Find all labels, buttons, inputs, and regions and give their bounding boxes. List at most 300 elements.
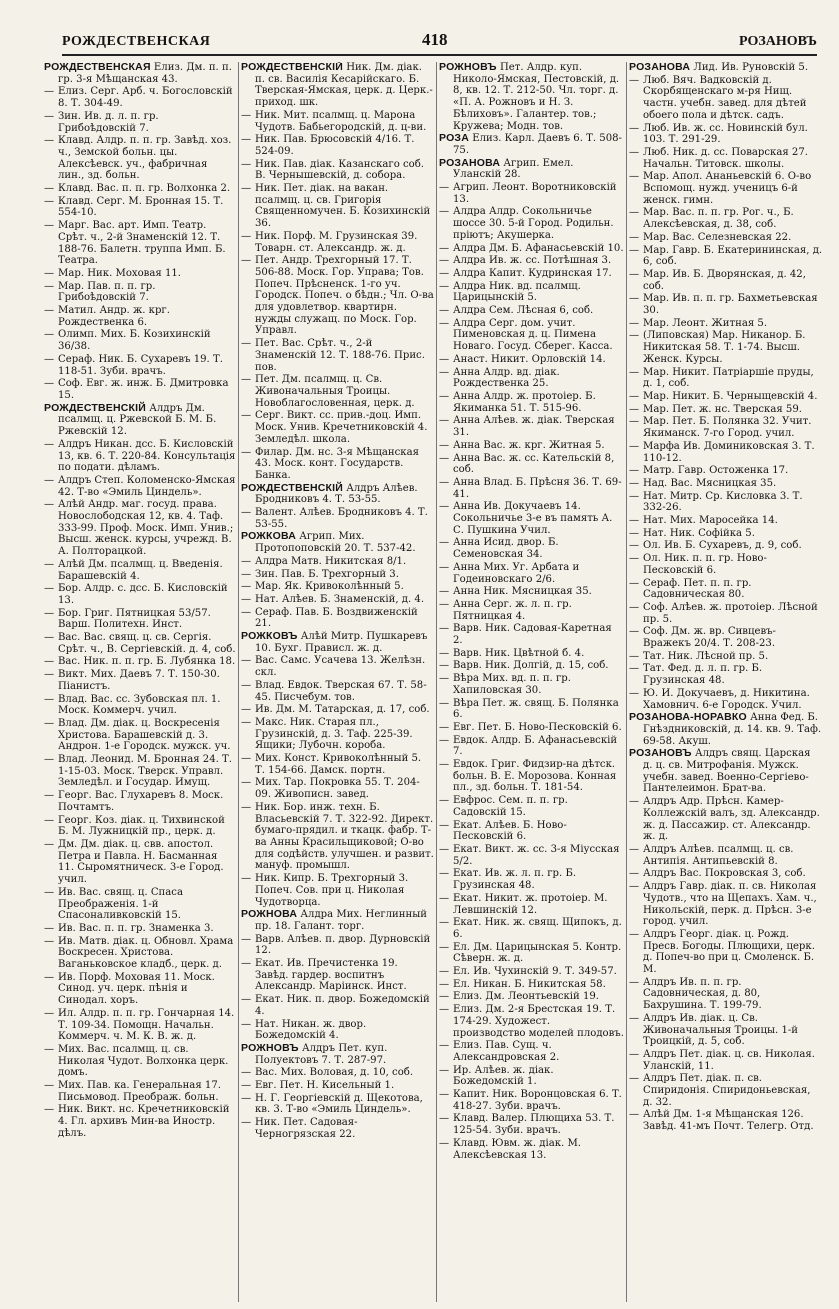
ditto-dash: —: [44, 558, 55, 570]
ditto-dash: —: [44, 669, 55, 681]
directory-entry-surname-head: [44, 62, 236, 85]
ditto-dash: —: [629, 844, 640, 855]
ditto-dash: —: [439, 182, 450, 194]
entry-text: Алдръ Ив. діак. ц. Св. Живоначальныя Троицы. 1-й Троицкій, д. 5, соб.: [643, 1012, 799, 1048]
entry-text: Клавд. Алдр. п. п. гр. Завѣд. хоз. ч., Земской больн. цы. Алексѣевск. уч., фабричная лин., зд. больн.: [58, 135, 232, 182]
entry-text: Тат. Фед. д. л. п. гр. Б. Грузинская 48.: [643, 663, 763, 687]
ditto-dash: —: [241, 507, 252, 519]
ditto-dash: —: [241, 716, 252, 728]
ditto-dash: —: [439, 390, 450, 402]
directory-entry: [44, 839, 236, 886]
directory-entry: [44, 694, 236, 717]
ditto-dash: —: [241, 568, 252, 580]
entry-text: Ник. Порф. М. Грузинская 39. Товарн. ст. Александр. ж. д.: [255, 230, 418, 254]
directory-entry: [629, 491, 823, 514]
ditto-dash: —: [439, 280, 450, 292]
ditto-dash: —: [44, 607, 55, 619]
entry-surname: РОЖНОВЪ: [439, 62, 497, 73]
entry-text: Алѣй Андр. маг. госуд. права. Новослободская 12, кв. 4. Таф. 333-99. Проф. Моск. Имп. Унив.; Высш. женск. курсы, учрежд. В. А. Полторацкой.: [58, 499, 234, 558]
ditto-dash: —: [439, 476, 450, 488]
entry-text: Агрип. Мих. Протопоповскій 20. Т. 537-42.: [255, 531, 416, 555]
entry-text: Соф. Евг. ж. инж. Б. Дмитровка 15.: [58, 378, 229, 401]
directory-entry-surname-head: [629, 748, 823, 795]
entry-text: Мар. Пав. п. п. гр. Грибоѣдовскій 7.: [58, 280, 156, 304]
directory-entry: [241, 594, 434, 606]
ditto-dash: —: [44, 378, 55, 390]
entry-text: Мар. Никит. Б. Черныщевскій 4.: [643, 390, 818, 402]
entry-text: Вас. Ник. п. п. гр. Б. Лубянка 18.: [58, 656, 236, 668]
directory-entry: [241, 802, 434, 872]
directory-entry: [44, 583, 236, 606]
entry-surname: РОЖКОВЪ: [241, 630, 298, 643]
ditto-dash: —: [439, 242, 450, 254]
ditto-dash: —: [629, 465, 640, 477]
directory-entry: [439, 844, 624, 867]
ditto-dash: —: [44, 195, 55, 207]
directory-entry: [629, 232, 823, 244]
entry-text: Екат. Ив. ж. л. п. гр. Б. Грузинская 48.: [453, 868, 577, 892]
ditto-dash: —: [44, 499, 55, 511]
ditto-dash: —: [629, 1073, 640, 1085]
ditto-dash: —: [439, 586, 450, 598]
entry-text: Пет. Алдр. куп. Николо-Ямская, Пестовскій, д. 8, кв. 12. Т. 212-50. Чл. торг. д. «П. А. Рожновъ и Н. З. Бѣлиховъ». Галантер. тов.; Кружева; Модн. тов.: [453, 62, 620, 132]
entry-text: Георг. Вас. Глухаревъ 8. Моск. Почтамтъ.: [58, 790, 224, 813]
directory-entry: [44, 196, 236, 219]
directory-entry: [241, 374, 434, 409]
ditto-dash: —: [439, 1137, 450, 1149]
entry-text: Алдръ Никан. дсс. Б. Кисловскій 13, кв. 6. Т. 220-84. Консультація по подати. дѣламъ.: [58, 438, 236, 474]
entry-text: Евфрос. Сем. п. п. гр. Садовскій 15.: [453, 795, 568, 818]
ditto-dash: —: [629, 515, 640, 527]
ditto-dash: —: [629, 317, 640, 329]
ditto-dash: —: [439, 206, 450, 218]
directory-entry: [439, 1113, 624, 1136]
directory-entry: [629, 245, 823, 268]
entry-text: Н. Г. Георгіевскій д. Щекотова, кв. 3. Т-во «Эмиль Циндель».: [255, 1092, 423, 1116]
directory-entry-surname-head: [241, 531, 434, 554]
ditto-dash: —: [44, 839, 55, 850]
entry-text: Ел. Никан. Б. Никитская 58.: [453, 978, 606, 990]
ditto-dash: —: [241, 679, 252, 691]
entry-text: Дм. Дм. діак. ц. свв. апостол. Петра и Павла. Н. Басманная 11. Сыромятническ. 3-е Город. учил.: [58, 839, 224, 886]
ditto-dash: —: [439, 721, 450, 733]
entry-text: Сераф. Пет. п. п. гр. Садовническая 80.: [643, 577, 752, 601]
entry-text: Мар. Ив. п. п. гр. Бахметьевская 30.: [643, 293, 818, 317]
directory-entry: [629, 269, 823, 292]
ditto-dash: —: [629, 403, 640, 415]
ditto-dash: —: [241, 446, 252, 458]
directory-entry: [439, 966, 624, 978]
ditto-dash: —: [439, 844, 450, 855]
page-header: [62, 30, 817, 52]
ditto-dash: —: [439, 991, 450, 1003]
entry-text: Алдръ Алѣев. Бродниковъ 4. Т. 53-55.: [255, 482, 418, 506]
directory-entry: [629, 416, 823, 439]
ditto-dash: —: [241, 994, 252, 1006]
directory-entry: [439, 991, 624, 1003]
directory-entry: [439, 979, 624, 991]
directory-entry: [44, 220, 236, 267]
entry-text: Мар. Леонт. Житная 5.: [643, 317, 768, 329]
ditto-dash: —: [241, 555, 252, 567]
entry-text: Анна Ник. Мясницкая 35.: [453, 586, 592, 598]
entry-text: Макс. Ник. Старая пл., Грузинскій, д. 3. Таф. 225-39. Ящики; Лубочн. короба.: [255, 716, 413, 752]
directory-entry: [241, 183, 434, 230]
directory-entry: [629, 881, 823, 928]
directory-entry: [439, 942, 624, 965]
directory-entry: [241, 1080, 434, 1092]
directory-entry: [44, 790, 236, 813]
ditto-dash: —: [44, 329, 55, 341]
ditto-dash: —: [241, 338, 252, 350]
entry-surname: РОЗАНОВА: [629, 62, 691, 73]
ditto-dash: —: [44, 790, 55, 802]
directory-entry: [439, 391, 624, 414]
entry-text: Алдръ Пет. діак. п. св. Спиридонія. Спиридоньевская, д. 32.: [643, 1073, 811, 1108]
ditto-dash: —: [439, 317, 450, 329]
entry-surname: РОЖНОВЪ: [241, 1041, 299, 1054]
entry-text: Мар. Пет. ж. нс. Тверская 59.: [643, 403, 802, 415]
entry-text: Викт. Мих. Даевъ 7. Т. 150-30. Піанистъ.: [58, 669, 220, 692]
directory-entry: [439, 599, 624, 622]
directory-entry: [439, 318, 624, 353]
entry-text: Алдръ Гавр. діак. п. св. Николая Чудотв., что на Щепахъ. Хам. ч., Никольскій, перк. д. Прѣсн. 3-е город. учил.: [643, 881, 817, 928]
directory-entry-surname-head: [439, 158, 624, 181]
entry-text: Над. Вас. Мясницкая 35.: [643, 477, 777, 489]
entry-text: Ив. Дм. М. Татарская, д. 17, соб.: [255, 704, 430, 716]
entry-text: Вас. Вас. свящ. ц. св. Сергія. Срѣт. ч., В. Сергіевскій. д. 4, соб.: [58, 632, 236, 655]
ditto-dash: —: [439, 452, 450, 464]
entry-text: Екат. Алѣев. Б. Ново-Песковскій 6.: [453, 819, 567, 843]
directory-entry: [439, 759, 624, 794]
ditto-dash: —: [439, 966, 450, 978]
ditto-dash: —: [439, 501, 450, 513]
entry-text: Влад. Евдок. Тверская 67. Т. 58-45. Писчебум. тов.: [255, 679, 427, 703]
entry-text: Алдра Капит. Кудринская 17.: [453, 267, 612, 279]
ditto-dash: —: [439, 795, 450, 807]
entry-text: Варв. Ник. Долгій, д. 15, соб.: [453, 660, 609, 672]
entry-text: Мар. Апол. Ананьевскій 6. О-во Вспомощ. нужд. ученицъ 6-й женск. гимн.: [643, 171, 812, 206]
ditto-dash: —: [241, 581, 252, 593]
directory-entry: [241, 134, 434, 157]
ditto-dash: —: [439, 366, 450, 378]
entry-text: Анна Фед. Б. Гнѣздниковскій, д. 14. кв. 9. Таф. 69-58. Акуш.: [643, 712, 822, 747]
directory-entry: [629, 75, 823, 122]
directory-entry: [241, 447, 434, 482]
entry-text: Клавд. Вас. п. п. гр. Волхонка 2.: [58, 183, 231, 195]
directory-entry: [629, 651, 823, 663]
entry-text: Анна Алдр. ж. протоіер. Б. Якиманка 51. Т. 515-96.: [453, 390, 596, 414]
directory-entry: [241, 655, 434, 678]
directory-entry: [439, 868, 624, 891]
entry-text: Алдръ Дм. псалмщ. ц. Ржевской Б. М. Б. Ржевскій 12.: [58, 402, 217, 438]
entry-text: Агрип. Леонт. Воротниковскій 13.: [453, 182, 617, 205]
directory-entry: [629, 796, 823, 843]
entry-text: Лид. Ив. Руновскій 5.: [693, 62, 809, 73]
entry-text: Мих. Тар. Покровка 55. Т. 204-09. Живописн. завед.: [255, 777, 420, 801]
ditto-dash: —: [439, 1004, 450, 1016]
ditto-dash: —: [241, 158, 252, 170]
entry-text: Ел. Ив. Чухинскій 9. Т. 349-57.: [453, 966, 617, 978]
directory-entry: [241, 753, 434, 776]
ditto-dash: —: [439, 353, 450, 365]
entry-text: Мар. Гавр. Б. Екатерининская, д. 6, соб.: [643, 244, 823, 268]
ditto-dash: —: [629, 1109, 640, 1121]
entry-text: Алдра Ник. вд. псалмщ. Царицынскій 5.: [453, 280, 581, 304]
ditto-dash: —: [629, 626, 640, 638]
entry-surname: РОЗАНОВЪ: [629, 747, 692, 760]
entry-surname: РОЖДЕСТВЕНСКАЯ: [44, 62, 151, 73]
ditto-dash: —: [241, 374, 252, 386]
ditto-dash: —: [44, 814, 55, 826]
directory-entry: [241, 1067, 434, 1079]
directory-entry: [629, 207, 823, 230]
ditto-dash: —: [44, 922, 55, 934]
ditto-dash: —: [629, 440, 640, 452]
directory-entry: [241, 231, 434, 254]
entry-text: Мих. Вас. псалмщ. ц. св. Николая Чудот. Волхонка церк. домъ.: [58, 1043, 229, 1079]
entry-surname: РОЖНОВА: [241, 908, 298, 921]
entry-text: Елиз. Дм. п. п. гр. 3-я Мѣщанская 43.: [58, 62, 232, 85]
directory-entry: [439, 722, 624, 734]
entry-text: Зин. Пав. Б. Трехгорный 3.: [255, 568, 399, 580]
directory-entry: [241, 1019, 434, 1042]
directory-entry: [44, 86, 236, 109]
entry-text: Влад. Леонид. М. Бронная 24. Т. 1-15-03. Моск. Тверск. Управл. Земледѣл. и Государ. Имущ.: [58, 754, 232, 789]
ditto-dash: —: [629, 74, 640, 86]
directory-entry: [629, 626, 823, 649]
entry-surname: РОЗАНОВА-НОРАВКО: [629, 711, 747, 724]
ditto-dash: —: [44, 656, 55, 668]
ditto-dash: —: [629, 390, 640, 402]
directory-entry: [439, 893, 624, 916]
ditto-dash: —: [44, 1007, 55, 1019]
ditto-dash: —: [629, 1048, 640, 1060]
directory-entry: [44, 1008, 236, 1043]
ditto-dash: —: [439, 415, 450, 427]
ditto-dash: —: [44, 353, 55, 365]
directory-entry: [439, 1065, 624, 1088]
directory-entry: [44, 111, 236, 134]
directory-entry: [629, 318, 823, 330]
entry-text: Ник. Пав. діак. Казанскаго соб. В. Чернышевскій, д. собора.: [255, 158, 425, 182]
entry-text: Алдра Дм. Б. Афанасьевскій 10.: [453, 242, 624, 254]
directory-entry: [241, 680, 434, 703]
ditto-dash: —: [439, 561, 450, 573]
ditto-dash: —: [241, 134, 252, 146]
directory-entry: [439, 1040, 624, 1063]
entry-text: Екат. Ник. ж. свящ. Щипокъ, д. 6.: [453, 917, 622, 940]
directory-entry: [44, 972, 236, 1007]
ditto-dash: —: [629, 268, 640, 280]
entry-text: Екат. Викт. ж. сс. 3-я Міусская 5/2.: [453, 844, 620, 867]
ditto-dash: —: [439, 941, 450, 953]
directory-entry-surname-head: [439, 62, 624, 132]
ditto-dash: —: [44, 474, 55, 486]
entry-surname: РОЖДЕСТВЕНСКІЙ: [241, 481, 344, 494]
directory-entry: [629, 868, 823, 880]
ditto-dash: —: [629, 366, 640, 378]
directory-entry: [44, 1044, 236, 1079]
directory-entry: [439, 453, 624, 476]
directory-entry: [439, 440, 624, 452]
directory-entry: [44, 656, 236, 668]
ditto-dash: —: [439, 1113, 450, 1125]
directory-entry: [439, 415, 624, 438]
entry-text: Нат. Алѣев. Б. Знаменскій, д. 4.: [255, 593, 425, 605]
ditto-dash: —: [629, 244, 640, 256]
entry-text: Зин. Ив. д. л. п. гр. Грибоѣдовскій 7.: [58, 110, 159, 134]
entry-text: Тат. Ник. Лѣсной пр. 5.: [643, 650, 769, 662]
ditto-dash: —: [629, 416, 640, 428]
ditto-dash: —: [241, 230, 252, 242]
entry-text: Нат. Никан. ж. двор. Божедомскій 4.: [255, 1018, 367, 1042]
entry-text: Анна Вас. ж. крг. Житная 5.: [453, 439, 605, 451]
ditto-dash: —: [629, 650, 640, 662]
entry-text: Елиз. Пав. Сущ. ч. Александровская 2.: [453, 1040, 560, 1063]
entry-text: Ник. Викт. нс. Кречетниковскій 4. Гл. архивъ Мин-ва Иностр. дѣлъ.: [58, 1104, 230, 1139]
entry-text: Варв. Ник. Цвѣтной б. 4.: [453, 647, 585, 659]
directory-entry: [241, 110, 434, 133]
directory-entry: [44, 669, 236, 692]
ditto-dash: —: [629, 490, 640, 502]
directory-entry: [439, 562, 624, 585]
directory-entry: [44, 354, 236, 377]
directory-entry: [629, 929, 823, 976]
ditto-dash: —: [629, 122, 640, 134]
ditto-dash: —: [439, 868, 450, 880]
entry-text: Мих. Пав. ка. Генеральная 17. Письмовод. Преображ. больн.: [58, 1080, 221, 1103]
entry-surname: РОЖДЕСТВЕНСКІЙ: [44, 401, 147, 414]
ditto-dash: —: [439, 660, 450, 672]
header-rule: [62, 54, 817, 56]
directory-entry: [439, 367, 624, 390]
directory-entry: [629, 515, 823, 527]
directory-entry: [439, 673, 624, 696]
ditto-dash: —: [629, 687, 640, 699]
entry-text: Пет. Дм. псалмщ. ц. Св. Живоначальныя Троицы. Новоблагословенная, церк. д.: [255, 374, 415, 409]
entry-text: Марг. Вас. арт. Имп. Театр. Срѣт. ч., 2-й Знаменскій 12. Т. 188-76. Балетн. труппа Имп. Б. Театра.: [58, 220, 226, 267]
ditto-dash: —: [44, 280, 55, 292]
entry-text: Анна Серг. ж. л. п. гр. Пятницкая 4.: [453, 598, 572, 622]
directory-entry: [44, 923, 236, 935]
entry-text: Алдръ Адр. Прѣсн. Камер-Коллежскій валъ, зд. Александр. ж. д. Пассажир. ст. Александр. ж. д.: [643, 796, 820, 843]
ditto-dash: —: [241, 777, 252, 789]
ditto-dash: —: [629, 577, 640, 589]
ditto-dash: —: [439, 598, 450, 610]
directory-entry-surname-head: [241, 483, 434, 506]
ditto-dash: —: [241, 1067, 252, 1079]
directory-entry: [439, 586, 624, 598]
ditto-dash: —: [44, 183, 55, 195]
ditto-dash: —: [44, 1043, 55, 1055]
directory-column-4: [629, 62, 825, 1302]
directory-entry: [241, 607, 434, 630]
entry-text: Сераф. Пав. Б. Воздвиженскій 21.: [255, 606, 418, 630]
entry-text: Ив. Вас. п. п. гр. Знаменка 3.: [58, 922, 214, 934]
directory-entry: [241, 994, 434, 1017]
ditto-dash: —: [629, 663, 640, 675]
directory-entry: [439, 537, 624, 560]
ditto-dash: —: [241, 704, 252, 716]
directory-entry: [629, 844, 823, 867]
directory-entry: [439, 501, 624, 536]
directory-entry: [629, 478, 823, 490]
directory-entry: [44, 754, 236, 789]
entry-text: Ив. Порф. Моховая 11. Моск. Синод. уч. церк. пѣнія и Синодал. хоръ.: [58, 971, 215, 1007]
directory-entry: [44, 887, 236, 922]
directory-entry: [44, 1104, 236, 1139]
entry-text: Георг. Коз. діак. ц. Тихвинской Б. М. Лужницкій пр., церк. д.: [58, 814, 225, 838]
directory-entry: [439, 477, 624, 500]
ditto-dash: —: [439, 255, 450, 267]
ditto-dash: —: [241, 1018, 252, 1030]
entry-text: Алдра Серг. дом. учит. Пименовская д. ц. Пимена Новаго. Госуд. Сберег. Касса.: [453, 317, 613, 353]
directory-entry: [44, 329, 236, 352]
entry-text: Алдръ Пет. діак. ц. св. Николая. Уланскій, 11.: [643, 1048, 815, 1072]
directory-entry: [439, 648, 624, 660]
entry-text: Анаст. Никит. Орловскій 14.: [453, 353, 606, 365]
ditto-dash: —: [44, 1104, 55, 1116]
entry-text: Ив. Вас. свящ. ц. Спаса Преображенія. 1-й Спасоналивковскій 15.: [58, 886, 183, 922]
entry-text: Екат. Никит. ж. протоіер. М. Левшинскій 12.: [453, 892, 608, 916]
entry-text: Соф. Алѣев. ж. протоіер. Лѣсной пр. 5.: [643, 601, 818, 625]
ditto-dash: —: [241, 753, 252, 765]
entry-surname: РОЗАНОВА: [439, 156, 501, 169]
ditto-dash: —: [629, 330, 640, 342]
directory-entry: [629, 1109, 823, 1132]
running-head-right: РОЗАНОВЪ: [739, 34, 817, 49]
entry-text: (Липовская) Мар. Никанор. Б. Никитская 58. Т. 1-74. Высш. Женск. Курсы.: [643, 330, 806, 365]
ditto-dash: —: [44, 583, 55, 595]
ditto-dash: —: [439, 537, 450, 549]
entry-text: Екат. Ник. п. двор. Божедомскій 4.: [255, 994, 430, 1017]
ditto-dash: —: [629, 527, 640, 539]
ditto-dash: —: [44, 632, 55, 644]
entry-surname: РОЖКОВА: [241, 530, 297, 543]
entry-text: Анна Алдр. вд. діак. Рождественка 25.: [453, 366, 560, 390]
ditto-dash: —: [241, 801, 252, 813]
entry-text: Ник. Бор. инж. техн. Б. Власьевскій 7. Т. 322-92. Директ. бумаго-прядил. и ткацк. фабр. Т-ва Анны Красильщиковой; О-во для содѣйств. улучшен. и развит. мануф. промышл.: [255, 801, 434, 872]
directory-entry: [439, 1138, 624, 1161]
directory-entry: [629, 465, 823, 477]
ditto-dash: —: [241, 958, 252, 970]
directory-entry: [629, 553, 823, 576]
entry-text: Алдръ свящ. Царская д. ц. св. Митрофанія. Мужск. учебн. завед. Военно-Сергіево-Пантелеимон. Брат-ва.: [643, 748, 811, 795]
entry-text: Олимп. Мих. Б. Козихинскій 36/38.: [58, 329, 211, 353]
entry-text: Анна Исид. двор. Б. Семеновская 34.: [453, 537, 559, 561]
ditto-dash: —: [44, 754, 55, 766]
entry-text: Ник. Мит. псалмщ. ц. Марона Чудотв. Бабьегородскій, д. ц-ви.: [255, 109, 427, 133]
directory-entry: [629, 123, 823, 146]
directory-entry: [44, 183, 236, 195]
entry-text: Матил. Андр. ж. крг. Рождественка 6.: [58, 305, 170, 328]
entry-text: Анна Алѣев. ж. діак. Тверская 31.: [453, 415, 615, 439]
directory-entry: [629, 540, 823, 552]
entry-text: Ник. Пет. Садовая-Черногрязская 22.: [255, 1117, 358, 1140]
entry-text: Серг. Викт. сс. прив.-доц. Имп. Моск. Унив. Кречетниковскій 4. Земледѣл. школа.: [255, 410, 428, 445]
directory-entry: [629, 578, 823, 601]
ditto-dash: —: [241, 593, 252, 605]
directory-entry-surname-head: [241, 631, 434, 654]
ditto-dash: —: [241, 255, 252, 267]
entry-text: Вас. Самс. Усачева 13. Желѣзн. скл.: [255, 655, 426, 679]
entry-text: Клавд. Валер. Плющиха 53. Т. 125-54. Зуби. врачъ.: [453, 1113, 615, 1137]
entry-text: Алдръ Алѣев. псалмщ. ц. св. Антипія. Антипьевскій 8.: [643, 844, 794, 867]
entry-text: Ол. Ник. п. п. гр. Ново-Песковскій 6.: [643, 553, 767, 576]
ditto-dash: —: [439, 978, 450, 990]
entry-text: Евг. Пет. Н. Кисельный 1.: [255, 1080, 395, 1092]
